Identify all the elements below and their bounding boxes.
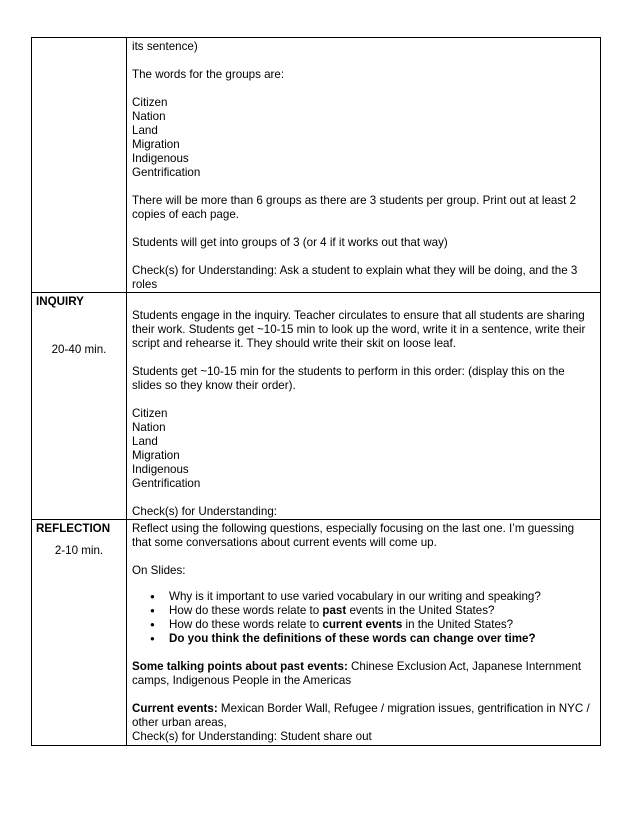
groups-note: There will be more than 6 groups as there are 3 students per group. Print out at least 2 copies of each page. bbox=[132, 194, 577, 221]
list-item: ● Do you think the definitions of these words can change over time? bbox=[169, 632, 596, 646]
list-item: Migration bbox=[132, 138, 180, 151]
section-label bbox=[32, 38, 126, 40]
question-list bbox=[132, 590, 596, 646]
table-row bbox=[32, 520, 601, 746]
section-label-cell bbox=[32, 38, 127, 293]
check-for-understanding: Check(s) for Understanding: Ask a student to explain what they will be doing, and the 3 roles bbox=[132, 264, 578, 291]
section-label-cell bbox=[32, 293, 127, 520]
groups-intro: The words for the groups are: bbox=[132, 68, 285, 81]
perform-order-paragraph: Students get ~10-15 min for the students to perform in this order: (display this on the slides so they know their order). bbox=[132, 365, 565, 392]
section-content-cell bbox=[127, 520, 601, 746]
word-list bbox=[132, 96, 596, 180]
list-item: ● How do these words relate to past events in the United States? bbox=[169, 604, 596, 618]
on-slides-label: On Slides: bbox=[132, 564, 186, 577]
past-events-points: Some talking points about past events: Chinese Exclusion Act, Japanese Internment camps, Indigenous People in the Americas bbox=[132, 660, 582, 687]
list-item: Indigenous bbox=[132, 463, 189, 476]
section-time: 2-10 min. bbox=[54, 544, 104, 557]
groups-of-three: Students will get into groups of 3 (or 4 if it works out that way) bbox=[132, 236, 448, 249]
list-item: ● How do these words relate to current events in the United States? bbox=[169, 618, 596, 632]
section-label: INQUIRY bbox=[36, 295, 84, 308]
section-time: 20-40 min. bbox=[51, 343, 107, 356]
section-label-cell bbox=[32, 520, 127, 746]
list-item: Land bbox=[132, 124, 158, 137]
section-label: REFLECTION bbox=[36, 522, 111, 535]
list-item: Land bbox=[132, 435, 158, 448]
section-content-cell bbox=[127, 293, 601, 520]
word-list bbox=[132, 407, 596, 491]
table-row bbox=[32, 38, 601, 293]
list-item: Gentrification bbox=[132, 166, 201, 179]
lesson-plan-table bbox=[31, 37, 601, 746]
current-events-points: Current events: Mexican Border Wall, Refugee / migration issues, gentrification in NYC / other urban areas, bbox=[132, 702, 590, 729]
sentence-fragment: its sentence) bbox=[132, 40, 198, 53]
list-item: Citizen bbox=[132, 96, 168, 109]
list-item: Citizen bbox=[132, 407, 168, 420]
list-item: ● Why is it important to use varied vocabulary in our writing and speaking? bbox=[169, 590, 596, 604]
list-item: Indigenous bbox=[132, 152, 189, 165]
list-item: Migration bbox=[132, 449, 180, 462]
list-item: Nation bbox=[132, 110, 166, 123]
reflection-paragraph: Reflect using the following questions, especially focusing on the last one. I’m guessing that some conversations about current events will come up. bbox=[132, 522, 575, 549]
table-row bbox=[32, 293, 601, 520]
check-for-understanding: Check(s) for Understanding: Student share out bbox=[132, 730, 372, 743]
list-item: Gentrification bbox=[132, 477, 201, 490]
section-content-cell bbox=[127, 38, 601, 293]
inquiry-paragraph: Students engage in the inquiry. Teacher circulates to ensure that all students are sharing their work. Students get ~10-15 min to look up the word, write it in a sentence, write their script and rehearse it. They should write their skit on loose leaf. bbox=[132, 309, 586, 350]
list-item: Nation bbox=[132, 421, 166, 434]
check-for-understanding: Check(s) for Understanding: bbox=[132, 505, 277, 518]
